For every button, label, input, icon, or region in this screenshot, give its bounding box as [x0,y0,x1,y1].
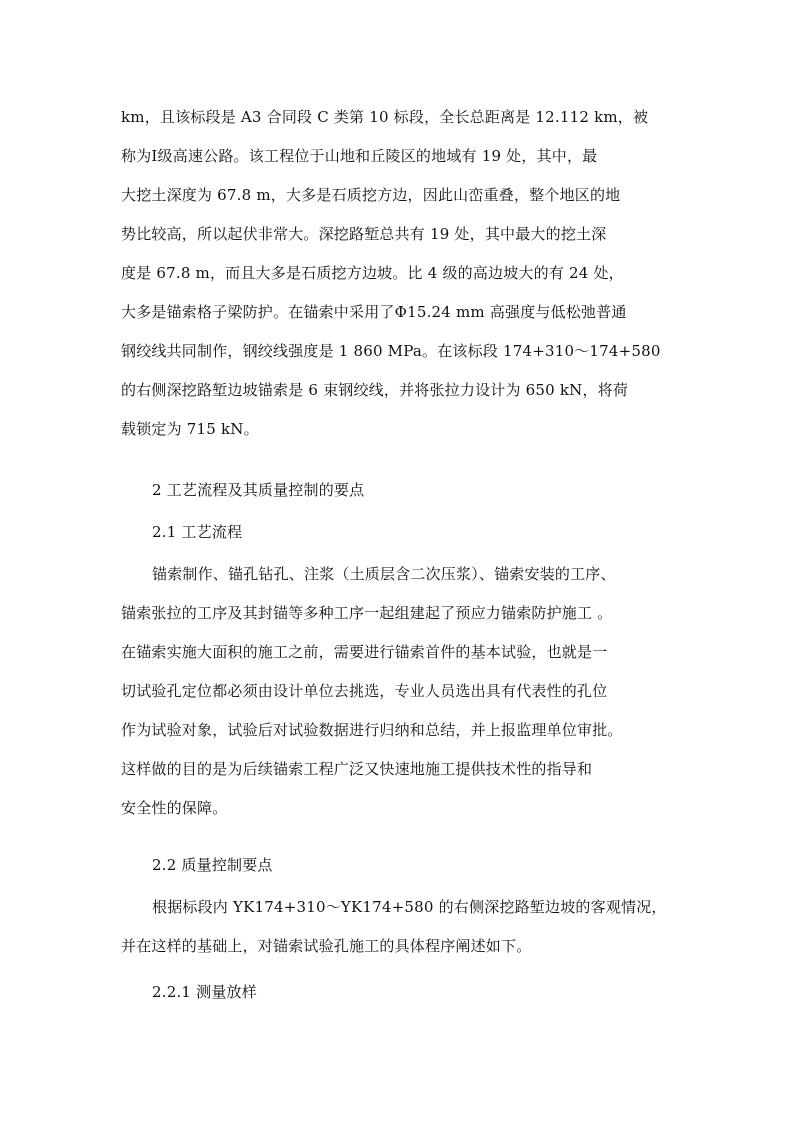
body-text-line: 的右侧深挖路堑边坡锚索是 6 束钢绞线，并将张拉力设计为 650 kN，将荷 [121,381,629,399]
body-text-line: 安全性的保障。 [121,799,228,817]
body-text-line: 度是 67.8 m，而且大多是石质挖方边坡。比 4 级的高边坡大的有 24 处， [121,264,624,282]
paragraph-first-line: 根据标段内 YK174+310～YK174+580 的右侧深挖路堑边坡的客观情况， [152,898,667,916]
subsection-heading: 2.1 工艺流程 [152,523,243,541]
subsubsection-heading: 2.2.1 测量放样 [152,983,257,1001]
body-text-line: 锚索张拉的工序及其封锚等多种工序一起组建起了预应力锚索防护施工 。 [121,604,613,622]
body-text-line: 作为试验对象，试验后对试验数据进行归纳和总结，并上报监理单位审批。 [121,721,623,739]
section-heading: 2 工艺流程及其质量控制的要点 [152,481,365,499]
body-text-line: 这样做的目的是为后续锚索工程广泛又快速地施工提供技术性的指导和 [121,760,593,778]
body-text-line: 在锚索实施大面积的施工之前，需要进行锚索首件的基本试验，也就是一 [121,643,608,661]
body-text-line: 并在这样的基础上，对锚索试验孔施工的具体程序阐述如下。 [121,937,532,955]
subsection-heading: 2.2 质量控制要点 [152,856,273,874]
body-text-line: 载锁定为 715 kN。 [121,420,259,438]
body-text-line: 大多是锚索格子梁防护。在锚索中采用了Φ15.24 mm 高强度与低松弛普通 [121,303,627,321]
body-text-line: 切试验孔定位都必须由设计单位去挑选，专业人员选出具有代表性的孔位 [121,682,608,700]
body-text-line: 大挖土深度为 67.8 m，大多是石质挖方边，因此山峦重叠，整个地区的地 [121,186,621,204]
body-text-line: 势比较高，所以起伏非常大。深挖路堑总共有 19 处，其中最大的挖土深 [121,225,607,243]
paragraph-first-line: 锚索制作、锚孔钻孔、注浆（土质层含二次压浆）、锚索安装的工序、 [152,565,616,583]
body-text-line: km，且该标段是 A3 合同段 C 类第 10 标段，全长总距离是 12.112 km，被 [121,108,649,126]
body-text-line: 钢绞线共同制作，钢绞线强度是 1 860 MPa。在该标段 174+310～174+580 [121,342,661,360]
body-text-line: 称为Ⅰ级高速公路。该工程位于山地和丘陵区的地域有 19 处，其中，最 [121,147,598,165]
